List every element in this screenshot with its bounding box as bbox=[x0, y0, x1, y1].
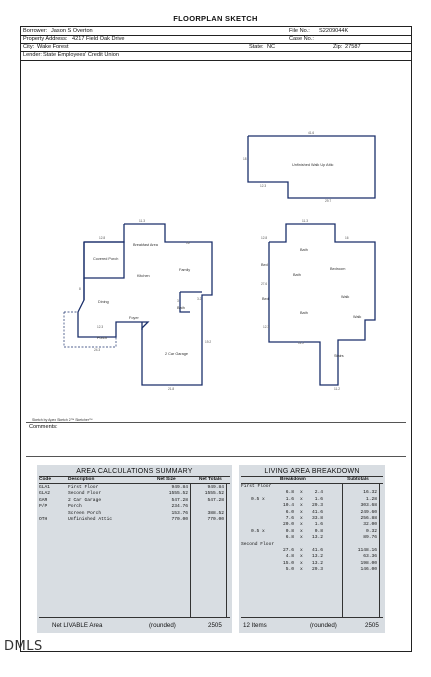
porch-outline bbox=[64, 312, 116, 347]
case-no-label: Case No.: bbox=[289, 36, 314, 42]
breakdown-cell-sub: 32.00 bbox=[363, 522, 377, 528]
dimension-labels bbox=[79, 131, 349, 391]
summary-cell-size: 949.84 bbox=[171, 485, 188, 490]
times-sign: x bbox=[300, 503, 303, 509]
breakdown-cell-sub: 16.32 bbox=[363, 490, 377, 496]
room-label: Foyer bbox=[129, 316, 139, 320]
room-label: Walk bbox=[353, 315, 362, 319]
breakdown-cell-a: 27.6 bbox=[282, 548, 294, 553]
breakdown-cell-b: 29.3 bbox=[311, 503, 323, 509]
times-sign: x bbox=[300, 535, 303, 541]
summary-cell-total: 388.52 bbox=[207, 510, 224, 516]
lender-value: State Employees' Credit Union bbox=[43, 52, 119, 58]
page-title: FLOORPLAN SKETCH bbox=[173, 14, 258, 23]
dim-label: 21.8 bbox=[168, 387, 175, 391]
dim-label: 8 bbox=[79, 287, 81, 291]
breakdown-cell-b: 1.6 bbox=[314, 522, 323, 528]
times-sign: x bbox=[300, 516, 303, 521]
area-summary-panel bbox=[37, 465, 232, 633]
times-sign: x bbox=[300, 554, 303, 560]
breakdown-cell-a: 10.4 bbox=[282, 503, 294, 509]
summary-cell-total: 949.84 bbox=[207, 485, 224, 490]
breakdown-cell-a: 20.0 bbox=[282, 522, 294, 528]
col-breakdown: Breakdown bbox=[280, 477, 306, 482]
summary-cell-size: 234.76 bbox=[171, 504, 188, 510]
net-livable-label: Net LIVABLE Area bbox=[52, 622, 103, 629]
dim-label: 12.8 bbox=[261, 236, 268, 240]
city-value: Wake Forest bbox=[37, 44, 69, 50]
summary-cell-desc: Porch bbox=[68, 504, 82, 510]
room-label: Breakfast Area bbox=[133, 243, 158, 247]
times-sign: x bbox=[300, 560, 303, 566]
breakdown-cell-sub: 198.00 bbox=[360, 560, 377, 566]
city-label: City: bbox=[23, 44, 35, 50]
breakdown-cell-sub: 256.88 bbox=[360, 516, 377, 521]
comments-label: Comments: bbox=[29, 424, 58, 430]
floorplan-sketch bbox=[20, 60, 410, 420]
attic-outline bbox=[248, 136, 375, 198]
breakdown-cell-b: 41.6 bbox=[311, 548, 323, 553]
summary-cell-code: P/P bbox=[39, 504, 48, 510]
room-label: Porch bbox=[97, 336, 107, 340]
breakdown-cell-a: 5.0 bbox=[285, 567, 294, 573]
breakdown-cell-sub: 303.68 bbox=[360, 503, 377, 509]
breakdown-cell-a: 6.0 bbox=[285, 509, 294, 515]
dim-label: 3.2 bbox=[197, 297, 202, 301]
zip-label: Zip: bbox=[333, 44, 343, 50]
breakdown-cell-b: 13.2 bbox=[311, 535, 323, 541]
room-label: Stairs bbox=[334, 354, 344, 358]
comments-divider bbox=[26, 422, 406, 423]
dim-label: 16 bbox=[186, 241, 190, 245]
col-description: Description bbox=[68, 477, 95, 482]
state-label: State: bbox=[249, 44, 264, 50]
breakdown-total: 2505 bbox=[365, 622, 379, 629]
property-value: 4217 Field Oak Drive bbox=[72, 36, 125, 42]
room-label: Walk bbox=[341, 295, 350, 299]
dim-label: 16 bbox=[345, 236, 349, 240]
room-label: Kitchen bbox=[137, 274, 150, 278]
breakdown-cell-b: 33.8 bbox=[311, 516, 323, 521]
room-label: Bath bbox=[293, 273, 301, 277]
dim-label: 24.3 bbox=[94, 348, 101, 352]
breakdown-cell-b: 0.8 bbox=[314, 528, 323, 534]
room-label: Covered Porch bbox=[93, 257, 119, 261]
breakdown-cell-label: First Floor bbox=[241, 484, 272, 489]
breakdown-cell-a: 6.8 bbox=[285, 535, 294, 541]
items-count: 12 Items bbox=[243, 622, 267, 629]
breakdown-cell-b: 41.6 bbox=[311, 509, 323, 515]
lender-label: Lender: bbox=[23, 52, 42, 58]
room-label: Bed bbox=[262, 297, 269, 301]
comments-bottom-rule bbox=[26, 456, 406, 457]
breakdown-cell-b: 13.2 bbox=[311, 560, 323, 566]
living-breakdown-title: LIVING AREA BREAKDOWN bbox=[264, 468, 360, 475]
times-sign: x bbox=[300, 548, 303, 553]
room-label: Family bbox=[179, 268, 191, 272]
dim-label: 11.2 bbox=[334, 387, 340, 391]
dim-label: 29.7 bbox=[325, 199, 332, 203]
breakdown-rounded: (rounded) bbox=[310, 622, 337, 629]
summary-cell-total: 770.00 bbox=[207, 517, 224, 522]
first-floor-outline bbox=[78, 224, 212, 385]
dmls-watermark: DMLS bbox=[4, 639, 43, 654]
breakdown-cell-a: 6.8 bbox=[285, 490, 294, 496]
summary-cell-desc: First Floor bbox=[68, 485, 99, 490]
dim-label: 12.3 bbox=[97, 325, 104, 329]
dim-label: 19.2 bbox=[205, 340, 212, 344]
summary-cell-size: 770.00 bbox=[171, 517, 188, 522]
dim-label: 11.3 bbox=[302, 219, 308, 223]
breakdown-cell-sub: 89.76 bbox=[363, 535, 377, 541]
summary-cell-size: 1555.52 bbox=[168, 491, 188, 497]
state-value: NC bbox=[267, 44, 276, 50]
room-label: Bath bbox=[300, 248, 308, 252]
file-no-label: File No.: bbox=[289, 28, 310, 34]
breakdown-cell-mult: 0.5 x bbox=[251, 528, 265, 534]
breakdown-cell-mult: 0.5 x bbox=[251, 496, 265, 502]
second-floor-outline bbox=[269, 224, 375, 385]
summary-cell-desc: Second Floor bbox=[68, 491, 102, 497]
dim-label: 11.2 bbox=[298, 341, 304, 345]
summary-cell-code: GAR bbox=[39, 497, 48, 503]
breakdown-cell-b: 13.2 bbox=[311, 554, 323, 560]
room-labels bbox=[93, 163, 361, 358]
breakdown-cell-a: 4.8 bbox=[285, 554, 294, 560]
breakdown-cell-sub: 146.00 bbox=[360, 567, 377, 573]
net-livable-value: 2505 bbox=[208, 622, 222, 629]
room-label: Bath bbox=[300, 311, 308, 315]
dim-label: 12.8 bbox=[99, 236, 106, 240]
room-label: Dining bbox=[98, 300, 109, 304]
summary-row bbox=[37, 517, 232, 524]
col-net-size: Net Size bbox=[157, 477, 176, 482]
breakdown-cell-a: 15.0 bbox=[282, 560, 294, 566]
dim-label: 11.3 bbox=[139, 219, 145, 223]
living-breakdown-panel bbox=[239, 465, 385, 633]
borrower-label: Borrower: bbox=[23, 28, 48, 34]
dim-label: 12.3 bbox=[263, 325, 270, 329]
times-sign: x bbox=[300, 567, 303, 573]
sketch-credit: Sketch by Apex Sketch 2™ Sketcher™ bbox=[32, 418, 93, 422]
borrower-value: Jason S Overton bbox=[51, 28, 93, 34]
header-info bbox=[20, 26, 412, 61]
summary-cell-size: 153.76 bbox=[171, 510, 188, 516]
breakdown-cell-sub: 249.60 bbox=[360, 509, 377, 515]
dim-label: 18 bbox=[243, 157, 247, 161]
summary-cell-total: 1555.52 bbox=[204, 491, 224, 497]
times-sign: x bbox=[300, 490, 303, 496]
breakdown-cell-sub: 1148.16 bbox=[357, 548, 377, 553]
room-label: Bath bbox=[177, 306, 185, 310]
summary-cell-desc: Screen Porch bbox=[68, 510, 102, 516]
dim-label: 3 bbox=[177, 299, 179, 303]
net-livable-rounded: (rounded) bbox=[149, 622, 176, 629]
summary-cell-code: GLA1 bbox=[39, 485, 51, 490]
area-summary-title: AREA CALCULATIONS SUMMARY bbox=[76, 468, 193, 475]
breakdown-cell-sub: 0.32 bbox=[365, 528, 377, 534]
breakdown-cell-a: 1.6 bbox=[285, 496, 294, 502]
col-subtotals: Subtotals bbox=[347, 477, 369, 482]
room-label: Bedroom bbox=[330, 267, 346, 271]
breakdown-cell-sub: 63.36 bbox=[363, 554, 377, 560]
property-label: Property Address: bbox=[23, 36, 68, 42]
col-net-totals: Net Totals bbox=[199, 477, 222, 482]
dim-label: 12.3 bbox=[260, 184, 267, 188]
zip-value: 27587 bbox=[345, 44, 361, 50]
summary-cell-code: GLA2 bbox=[39, 491, 51, 497]
breakdown-cell-b: 1.6 bbox=[314, 496, 323, 502]
col-code: Code bbox=[39, 477, 51, 482]
room-label: 2 Car Garage bbox=[165, 352, 189, 356]
breakdown-cell-b: 29.3 bbox=[311, 567, 323, 573]
dim-label: 27.6 bbox=[261, 282, 268, 286]
summary-cell-desc: 2 Car Garage bbox=[68, 497, 102, 503]
breakdown-cell-sub: 1.28 bbox=[365, 496, 377, 502]
breakdown-cell-a: 0.8 bbox=[285, 528, 294, 534]
attic-label: Unfinished Walk Up Attic bbox=[292, 163, 334, 167]
dim-label: 41.6 bbox=[308, 131, 315, 135]
times-sign: x bbox=[300, 496, 303, 502]
file-no-value: S2209044K bbox=[319, 28, 349, 34]
summary-cell-total: 547.28 bbox=[207, 497, 224, 503]
room-label: Bed bbox=[261, 263, 268, 267]
times-sign: x bbox=[300, 528, 303, 534]
breakdown-cell-a: 7.6 bbox=[285, 516, 294, 521]
times-sign: x bbox=[300, 509, 303, 515]
lender-row bbox=[21, 51, 411, 59]
summary-cell-code: OTH bbox=[39, 517, 48, 522]
breakdown-cell-label: Second Floor bbox=[241, 541, 275, 547]
times-sign: x bbox=[300, 522, 303, 528]
summary-cell-size: 547.28 bbox=[171, 497, 188, 503]
breakdown-cell-b: 2.4 bbox=[314, 490, 323, 496]
breakdown-row bbox=[239, 567, 385, 574]
summary-cell-desc: Unfinished Attic bbox=[68, 517, 113, 522]
